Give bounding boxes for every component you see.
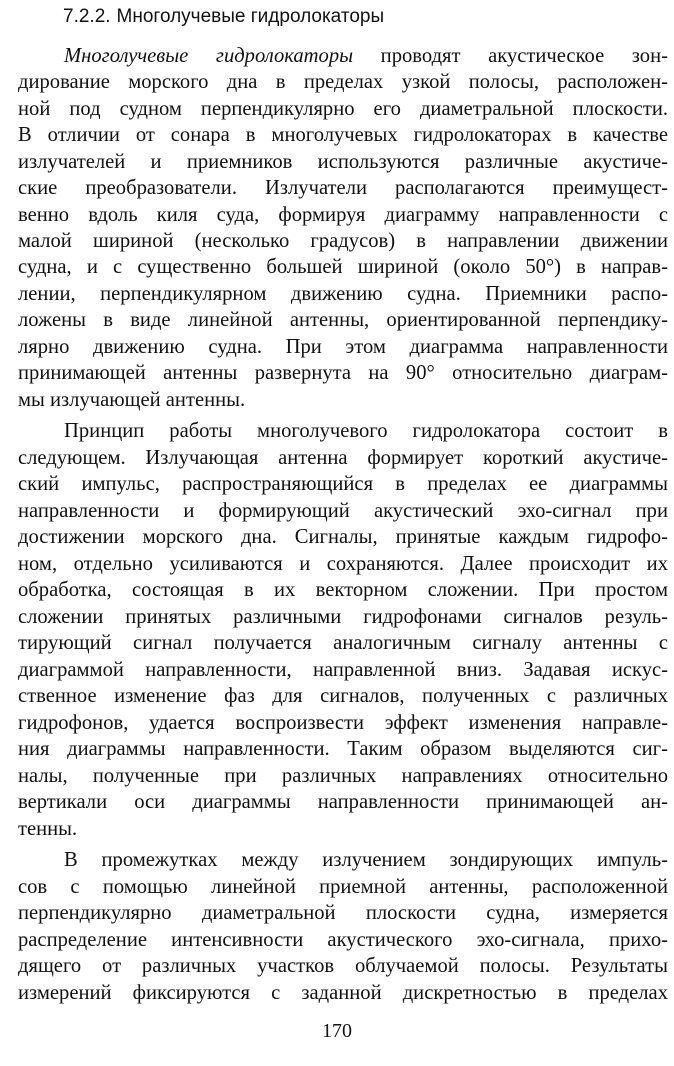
- text-line: излучателей и приемников используются различные акустиче-: [18, 151, 668, 173]
- text-line: ские преобразователи. Излучатели располагаются преимущест-: [18, 177, 668, 199]
- text-line: ложены в виде линейной антенны, ориентированной перпендику-: [18, 309, 668, 331]
- text-line: распределение интенсивности акустического эхо-сигнала, прихо-: [18, 929, 668, 951]
- text-line: тирующий сигнал получается аналогичным сигналу антенны с: [18, 632, 668, 654]
- text-line: достижении морского дна. Сигналы, принятые каждым гидрофо-: [18, 526, 668, 548]
- text-line: ния диаграммы направленности. Таким образом выделяются сиг-: [18, 738, 668, 760]
- text-line: дирование морского дна в пределах узкой полосы, расположен-: [18, 71, 668, 93]
- section-title: Многолучевые гидролокаторы: [116, 6, 385, 27]
- text-line: лении, перпендикулярном движению судна. Приемники распо-: [18, 283, 668, 305]
- text-line: венно вдоль киля суда, формируя диаграмму направленности с: [18, 204, 668, 226]
- text-line: В промежутках между излучением зондирующих импуль-: [64, 849, 668, 871]
- text-line: измерений фиксируются с заданной дискретностью в пределах: [18, 982, 668, 1004]
- text-line: ственное изменение фаз для сигналов, полученных с различных: [18, 685, 668, 707]
- text-line: малой шириной (несколько градусов) в направлении движении: [18, 230, 668, 252]
- section-heading: [63, 5, 384, 29]
- text-line: вертикали оси диаграммы направленности принимающей ан-: [18, 791, 668, 813]
- text-line: ной под судном перпендикулярно его диаметральной плоскости.: [18, 98, 668, 120]
- text-line: направленности и формирующий акустический эхо-сигнал при: [18, 500, 668, 522]
- text-line: следующем. Излучающая антенна формирует короткий акустиче-: [18, 447, 668, 469]
- page-number: 170: [322, 1020, 352, 1042]
- text-line: принимающей антенны развернута на 90° относительно диаграм-: [18, 362, 668, 384]
- text-line: диаграммой направленности, направленной вниз. Задавая искус-: [18, 659, 668, 681]
- text-line: сов с помощью линейной приемной антенны, расположенной: [18, 876, 668, 898]
- text-line: мы излучающей антенны.: [18, 389, 246, 411]
- text-line: налы, полученные при различных направлениях относительно: [18, 765, 668, 787]
- text-line: обработка, состоящая в их векторном сложении. При простом: [18, 579, 668, 601]
- section-number: 7.2.2.: [63, 6, 111, 27]
- text-line: гидрофонов, удается воспроизвести эффект изменения направле-: [18, 712, 668, 734]
- defined-term: Многолучевые гидролокаторы: [64, 45, 354, 67]
- text-line: судна, и с существенно большей шириной (около 50°) в направ-: [18, 256, 668, 278]
- text-line: Принцип работы многолучевого гидролокатора состоит в: [64, 420, 668, 442]
- text-line: дящего от различных участков облучаемой полосы. Результаты: [18, 955, 668, 977]
- text-line: ном, отдельно усиливаются и сохраняются. Далее происходит их: [18, 553, 668, 575]
- text-line: ский импульс, распространяющийся в пределах ее диаграммы: [18, 473, 668, 495]
- text-line: тенны.: [18, 818, 78, 840]
- text-line: лярно движению судна. При этом диаграмма направленности: [18, 336, 668, 358]
- text-line: сложении принятых различными гидрофонами сигналов резуль-: [18, 606, 668, 628]
- text-line: Многолучевые гидролокаторы проводят акустическое зон-: [64, 45, 668, 67]
- text-line: перпендикулярно диаметральной плоскости судна, измеряется: [18, 902, 668, 924]
- text-line: В отличии от сонара в многолучевых гидролокаторах в качестве: [18, 124, 668, 146]
